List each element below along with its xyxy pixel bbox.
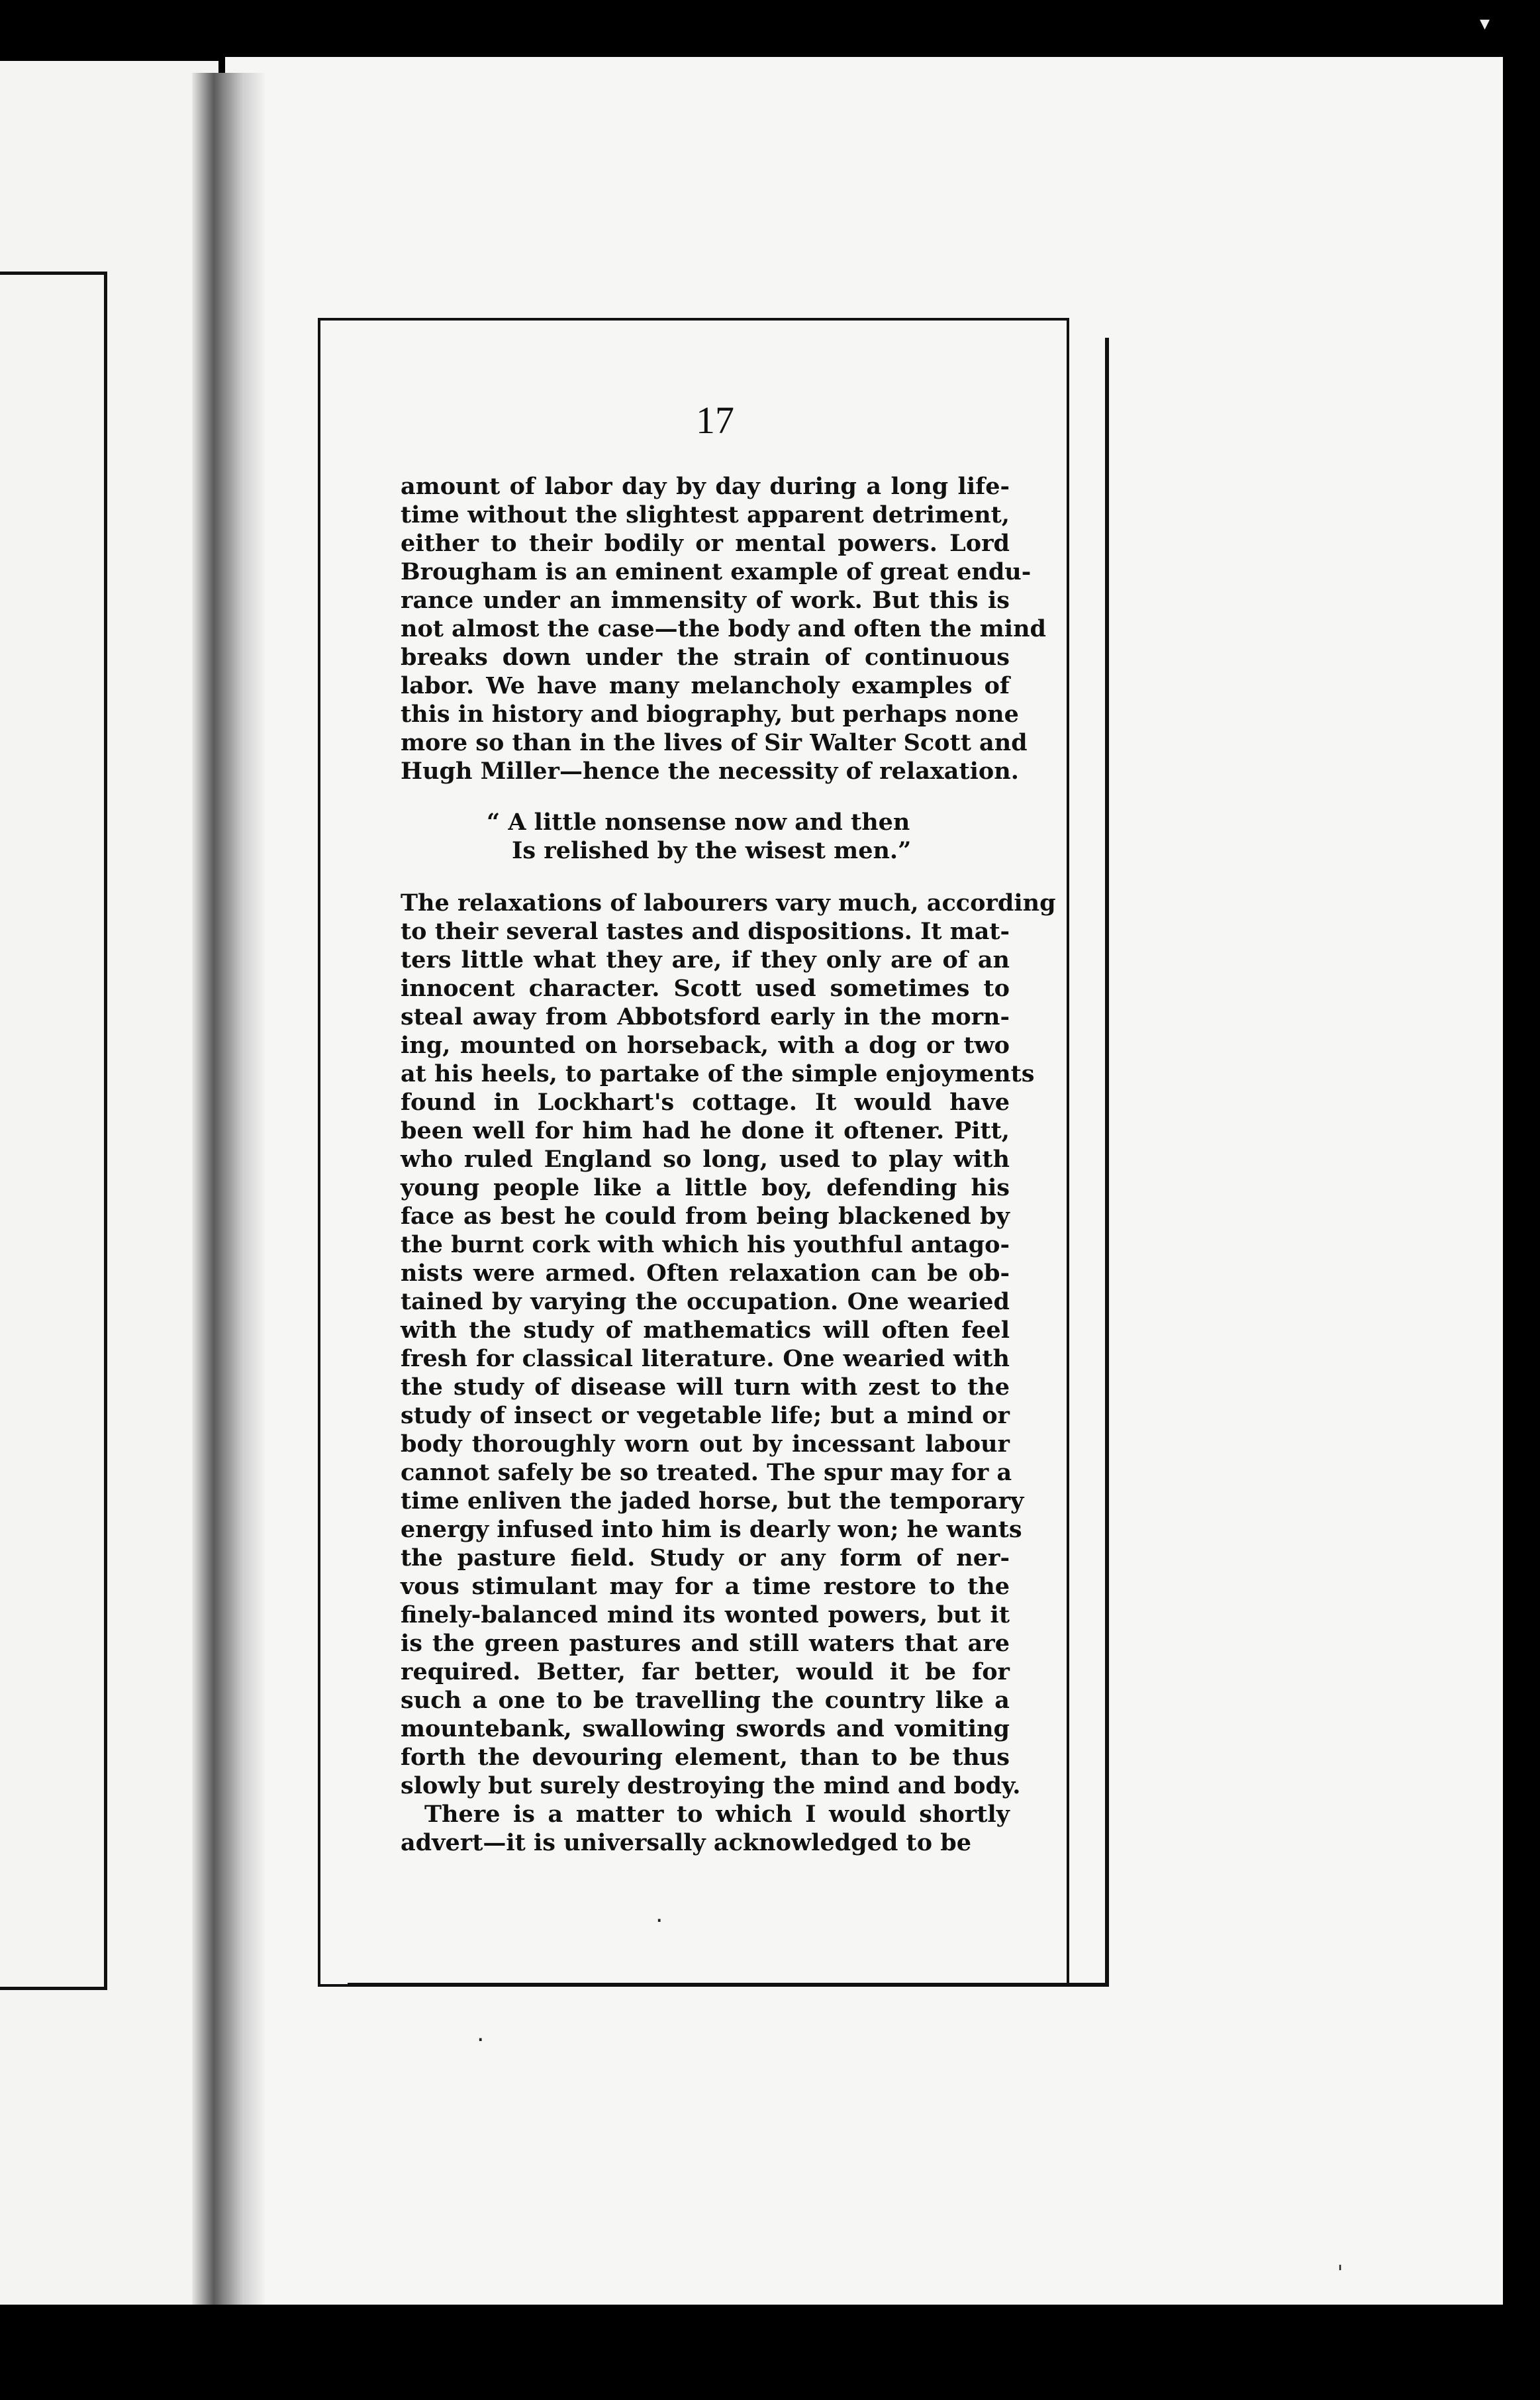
text-line: young people like a little boy, defending his bbox=[401, 1174, 1010, 1201]
page-number: 17 bbox=[696, 399, 734, 442]
page-text bbox=[401, 399, 1056, 1857]
text-line: is the green pastures and still waters that are bbox=[401, 1630, 1010, 1657]
paragraph-3 bbox=[401, 1800, 1010, 1857]
text-line: amount of labor day by day during a long life- bbox=[401, 473, 1010, 500]
ink-speck: · bbox=[655, 1907, 663, 1934]
ink-speck: · bbox=[477, 2026, 485, 2054]
text-line: the pasture field. Study or any form of ner- bbox=[401, 1544, 1010, 1572]
text-line: who ruled England so long, used to play with bbox=[401, 1146, 1010, 1173]
text-line: tained by varying the occupation. One wearied bbox=[401, 1288, 1010, 1315]
text-line: the study of disease will turn with zest to the bbox=[401, 1374, 1010, 1401]
text-line: steal away from Abbotsford early in the morn- bbox=[401, 1003, 1010, 1030]
text-line: face as best he could from being blackened by bbox=[401, 1203, 1010, 1230]
text-line: mountebank, swallowing swords and vomiting bbox=[401, 1715, 1010, 1742]
text-line: breaks down under the strain of continuous bbox=[401, 644, 1010, 671]
text-line: Hugh Miller—hence the necessity of relaxation. bbox=[401, 758, 1019, 785]
left-page-frame bbox=[0, 272, 107, 1990]
text-line: time enliven the jaded horse, but the temporary bbox=[401, 1487, 1024, 1515]
corner-mark: ▾ bbox=[1480, 12, 1490, 35]
text-line: the burnt cork with which his youthful antago- bbox=[401, 1231, 1010, 1258]
binding-gutter bbox=[192, 73, 265, 2325]
verse-line: “ A little nonsense now and then bbox=[487, 809, 910, 836]
scan-border bbox=[0, 2305, 1540, 2400]
text-line: been well for him had he done it oftener. Pitt, bbox=[401, 1117, 1010, 1144]
text-line: forth the devouring element, than to be thus bbox=[401, 1744, 1010, 1771]
text-line: with the study of mathematics will often feel bbox=[401, 1317, 1010, 1344]
text-line: labor. We have many melancholy examples of bbox=[401, 672, 1010, 699]
text-line: to their several tastes and dispositions. It mat- bbox=[401, 918, 1010, 945]
text-line: Brougham is an eminent example of great endu- bbox=[401, 558, 1032, 585]
text-line: either to their bodily or mental powers. Lord bbox=[401, 530, 1010, 557]
text-line: rance under an immensity of work. But this is bbox=[401, 587, 1010, 614]
text-line: vous stimulant may for a time restore to the bbox=[401, 1573, 1010, 1600]
ink-speck: ' bbox=[1337, 2262, 1343, 2285]
text-line: nists were armed. Often relaxation can be ob- bbox=[401, 1260, 1010, 1287]
text-line: body thoroughly worn out by incessant labour bbox=[401, 1430, 1010, 1458]
text-line: such a one to be travelling the country like a bbox=[401, 1687, 1010, 1714]
verse-line: Is relished by the wisest men.” bbox=[512, 837, 912, 864]
text-line: The relaxations of labourers vary much, according bbox=[401, 889, 1056, 917]
text-line: advert—it is universally acknowledged to be bbox=[401, 1829, 971, 1856]
text-line: required. Better, far better, would it be for bbox=[401, 1658, 1010, 1685]
text-line: finely-balanced mind its wonted powers, but it bbox=[401, 1601, 1010, 1628]
text-line: more so than in the lives of Sir Walter Scott and bbox=[401, 729, 1028, 756]
paragraph-2 bbox=[401, 889, 1056, 1800]
text-line: at his heels, to partake of the simple enjoyments bbox=[401, 1060, 1035, 1087]
text-line: fresh for classical literature. One wearied with bbox=[401, 1345, 1010, 1372]
text-line: innocent character. Scott used sometimes to bbox=[401, 975, 1010, 1002]
text-line: cannot safely be so treated. The spur may for a bbox=[401, 1459, 1012, 1486]
verse-quote bbox=[487, 808, 1010, 865]
text-line: energy infused into him is dearly won; he wants bbox=[401, 1516, 1022, 1543]
text-line: ters little what they are, if they only are of an bbox=[401, 946, 1010, 974]
text-line: time without the slightest apparent detriment, bbox=[401, 501, 1010, 528]
text-line: There is a matter to which I would shortly bbox=[424, 1801, 1010, 1828]
text-line: this in history and biography, but perhaps none bbox=[401, 701, 1019, 728]
text-line: study of insect or vegetable life; but a mind or bbox=[401, 1402, 1010, 1429]
text-line: slowly but surely destroying the mind and body. bbox=[401, 1772, 1021, 1799]
text-line: not almost the case—the body and often the mind bbox=[401, 615, 1047, 642]
paragraph-1 bbox=[401, 472, 1047, 785]
text-line: ing, mounted on horseback, with a dog or two bbox=[401, 1032, 1010, 1059]
text-line: found in Lockhart's cottage. It would have bbox=[401, 1089, 1010, 1116]
